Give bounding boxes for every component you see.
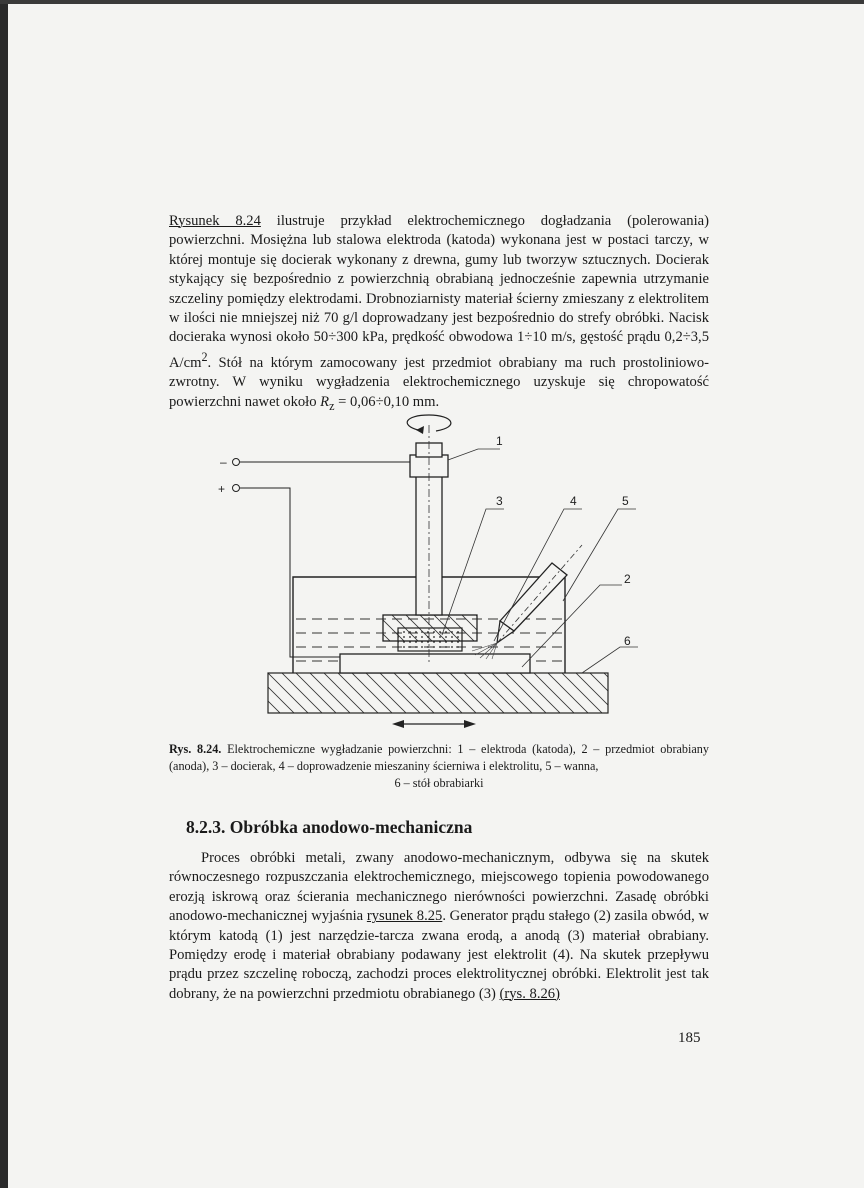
section-heading: 8.2.3. Obróbka anodowo-mechaniczna xyxy=(186,817,473,837)
roughness-symbol: R xyxy=(320,393,330,410)
caption-label: Rys. 8.24. xyxy=(169,742,222,756)
negative-terminal xyxy=(233,459,240,466)
intro-text-3: = 0,06÷0,10 mm. xyxy=(334,393,440,410)
unit-exponent: 2 xyxy=(201,349,208,364)
electrochemical-polishing-diagram xyxy=(210,405,640,735)
intro-text-1: ilustruje przykład elektrochemicznego dogładzania (polerowania) powierzchni. Mosiężna lub stalowa elektroda (katoda) wykonana jest w postaci tarczy, w której montuje się docierak wykonany z drewna, gumy lub tworzyw sztucznych. Docierak stykający się bezpośrednio z powierzchnią obrabianą jednocześnie zapewnia utrzymanie szczeliny pomiędzy elektrodami. Drobnoziarnisty materiał ścierny zmieszany z elektrolitem w ilości nie mniejszej niż 70 g/l doprowadzany jest bezpośrednio do strefy obróbki. Nacisk docieraka wynosi około 50÷300 kPa, prędkość obwodowa 1÷10 m/s, gęstość prądu 0,2÷3,5 A/cm xyxy=(169,213,709,371)
label-5: 5 xyxy=(622,494,629,508)
roughness-subscript: z xyxy=(329,398,335,413)
label-2: 2 xyxy=(624,572,631,586)
intro-paragraph xyxy=(169,212,709,416)
minus-sign: – xyxy=(220,455,227,469)
rotation-arrowhead-icon xyxy=(416,426,424,434)
figure-reference-8-25[interactable]: rysunek 8.25 xyxy=(366,908,443,925)
positive-wire xyxy=(240,488,340,657)
label-1: 1 xyxy=(496,434,503,448)
scan-left-edge xyxy=(0,0,8,1188)
caption-last-line: 6 – stół obrabiarki xyxy=(394,776,484,790)
section-text-2: . Generator prądu stałego (2) zasila obwód, w którym katodą (1) jest narzędzie-tarcza zwana erodą, a anodą (3) materiał obrabiany. Pomiędzy erodę i materiał obrabiany podawany jest elektrolit (4). Na skutek przepływu prądu przez szczelinę roboczą, zachodzi proces elektrolitycznej obróbki. Elektrolit jest tak dobrany, że na powierzchni przedmiotu obrabianego (3) xyxy=(169,908,709,1002)
figure-reference[interactable]: Rysunek 8.24 xyxy=(169,213,261,229)
workpiece xyxy=(340,654,530,673)
plus-sign: + xyxy=(218,482,226,496)
figure-reference-8-26[interactable]: (rys. 8.26) xyxy=(499,985,560,1002)
label-3: 3 xyxy=(496,494,503,508)
caption-text: Elektrochemiczne wygładzanie powierzchni: 1 – elektroda (katoda), 2 – przedmiot obrabiany (anoda), 3 – docierak, 4 – doprowadzenie mieszaniny ścierniwa i elektrolitu, 5 – wanna, xyxy=(169,742,709,773)
scan-top-edge xyxy=(0,0,864,4)
reciprocating-arrow-icon xyxy=(392,720,476,728)
label-6: 6 xyxy=(624,634,631,648)
section-paragraph xyxy=(169,849,709,1004)
machine-base xyxy=(268,673,608,713)
positive-terminal xyxy=(233,485,240,492)
section-text-1: Proces obróbki metali, zwany anodowo-mechanicznym, odbywa się na skutek równoczesnego rozpuszczania elektrochemicznego, miejscowego topienia powodowanego erozją iskrową oraz ścierania mechanicznego nierówności powierzchni. Zasadę obróbki anodowo-mechanicznej wyjaśnia xyxy=(169,850,709,925)
lap xyxy=(398,628,462,651)
intro-text-2: . Stół na którym zamocowany jest przedmiot obrabiany ma ruch prostoliniowo-zwrotny. W wyniku wygładzenia elektrochemicznego uzyskuje się chropowatość powierzchni nawet około xyxy=(169,354,709,410)
label-4: 4 xyxy=(570,494,577,508)
figure-caption xyxy=(169,741,709,792)
page-number: 185 xyxy=(678,1030,701,1046)
